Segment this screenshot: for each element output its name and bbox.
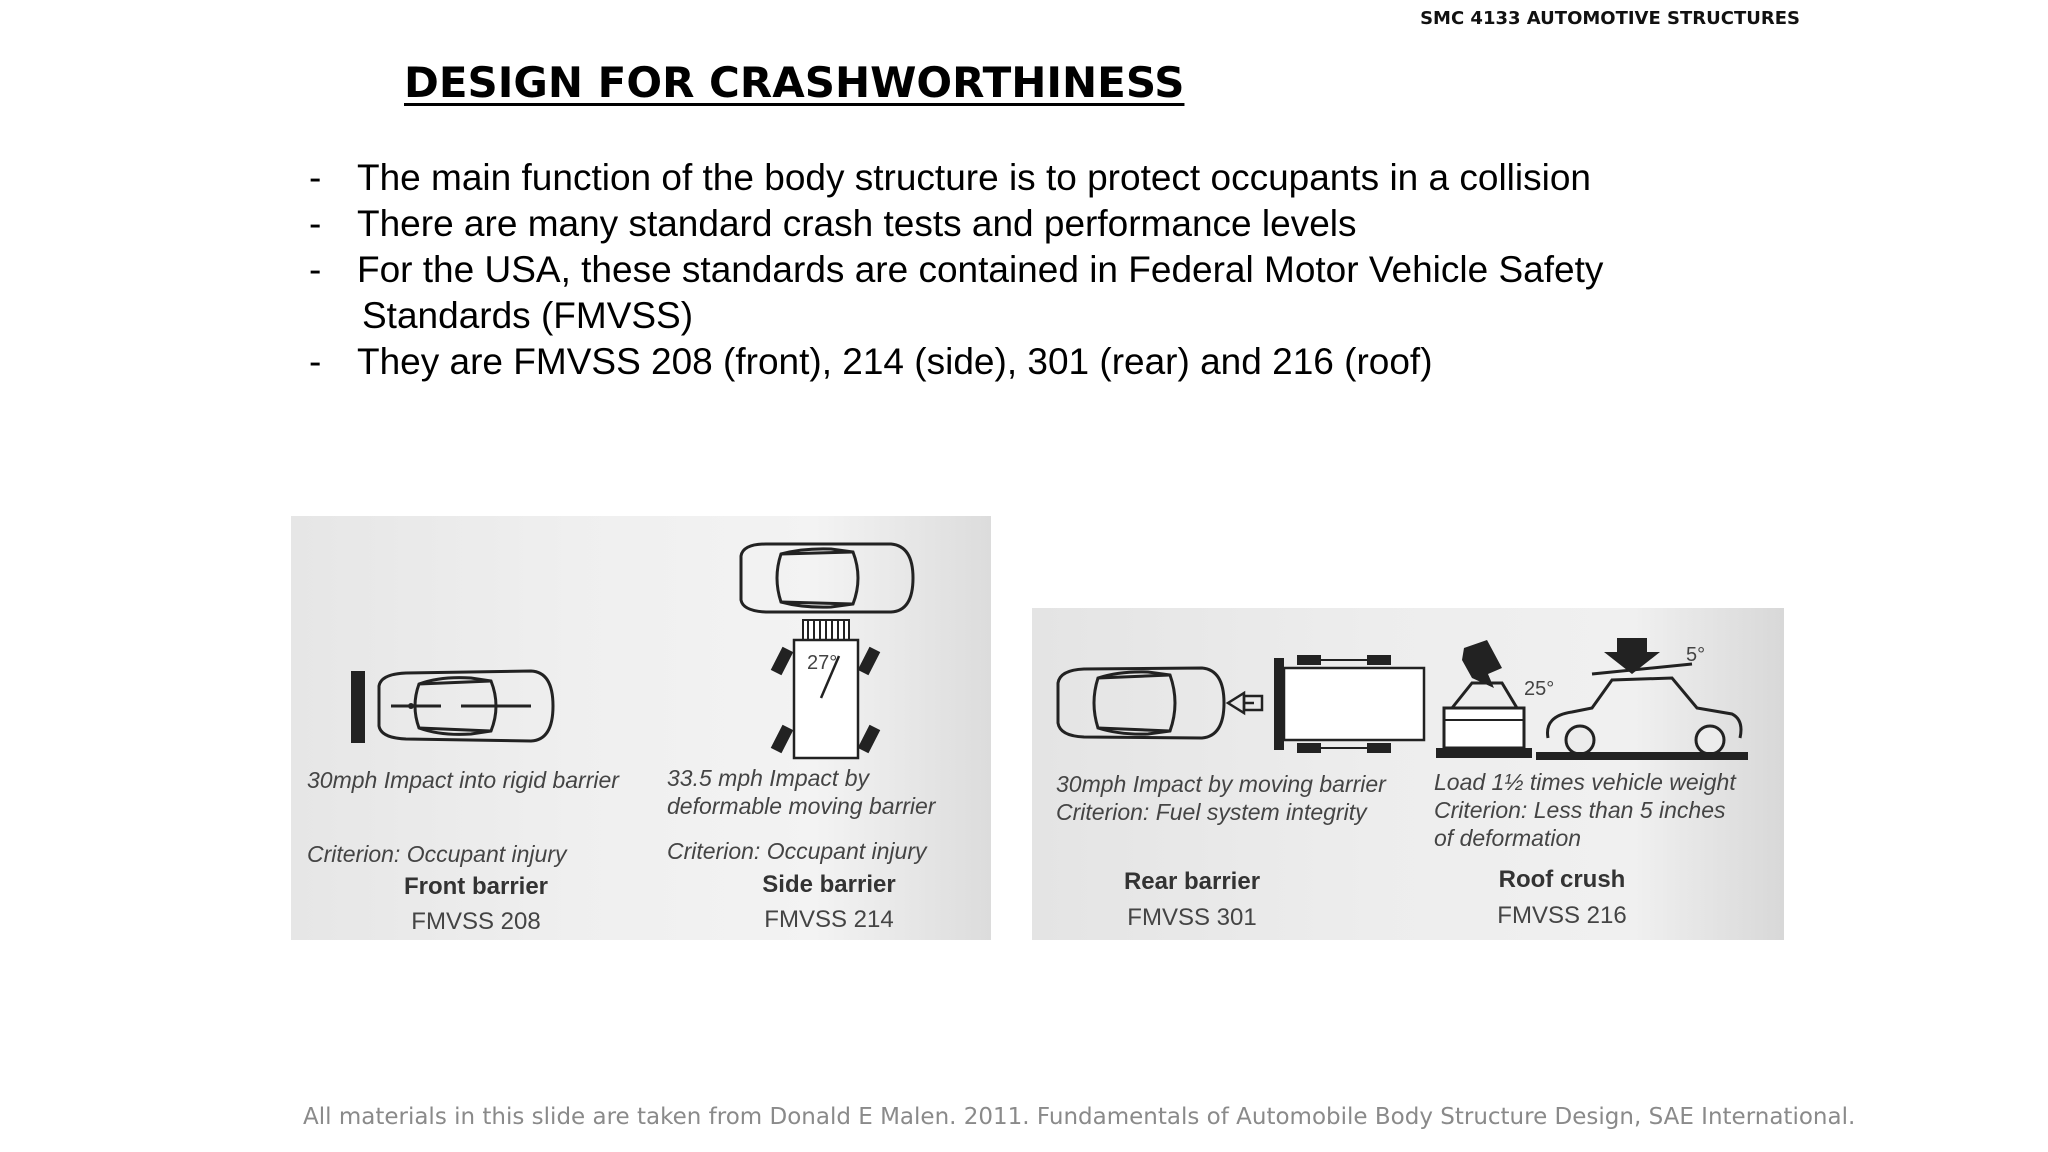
bullet-marker: -: [309, 203, 322, 244]
front-caption-1: 30mph Impact into rigid barrier: [307, 767, 619, 793]
roof-angle-label-1: 25°: [1524, 678, 1555, 700]
bullet-marker: -: [309, 157, 322, 198]
moving-barrier-rear-icon: [1274, 655, 1424, 753]
side-caption-1b: deformable moving barrier: [667, 793, 936, 819]
front-caption-2: Criterion: Occupant injury: [307, 841, 567, 867]
roof-caption-2: Criterion: Less than 5 inches: [1434, 797, 1726, 823]
bullet-continuation: Standards (FMVSS): [362, 295, 694, 336]
bullet-item: [305, 155, 1755, 201]
bullet-text: They are FMVSS 208 (front), 214 (side), 301 (rear) and 216 (roof): [357, 341, 1433, 382]
bullet-text: There are many standard crash tests and performance levels: [357, 203, 1357, 244]
side-standard: FMVSS 214: [764, 906, 894, 933]
bullet-item: [305, 247, 1755, 339]
roof-crush-front-view-icon: [1436, 640, 1532, 758]
car-topview-front-icon: [379, 671, 553, 741]
side-caption-1: 33.5 mph Impact by: [667, 765, 869, 791]
rigid-barrier-icon: [351, 671, 365, 743]
front-standard: FMVSS 208: [411, 908, 541, 935]
roof-angle-label-2: 5°: [1686, 644, 1706, 666]
bullet-marker: -: [309, 249, 322, 290]
rear-caption-2: Criterion: Fuel system integrity: [1056, 799, 1367, 825]
roof-label: Roof crush: [1498, 866, 1626, 893]
rear-standard: FMVSS 301: [1127, 904, 1257, 931]
front-label: Front barrier: [403, 873, 549, 900]
slide-title: DESIGN FOR CRASHWORTHINESS: [404, 58, 1185, 107]
moving-barrier-side-icon: [771, 620, 880, 758]
crash-test-figure-front-side: [291, 516, 991, 940]
crash-test-figure-rear-roof: [1032, 608, 1784, 940]
roof-caption-1: Load 1½ times vehicle weight: [1434, 769, 1736, 795]
car-topview-side-icon: [741, 544, 913, 612]
bullet-list: [305, 155, 1755, 385]
bullet-item: [305, 201, 1755, 247]
roof-crush-side-view-icon: [1536, 638, 1748, 760]
roof-caption-2b: of deformation: [1434, 825, 1582, 851]
side-caption-2: Criterion: Occupant injury: [667, 838, 927, 864]
bullet-item: [305, 339, 1755, 385]
source-footer: All materials in this slide are taken from Donald E Malen. 2011. Fundamentals of Automobile Body Structure Design, SAE International.: [303, 1104, 1856, 1130]
side-label: Side barrier: [762, 871, 896, 898]
rear-caption-1: 30mph Impact by moving barrier: [1056, 771, 1386, 797]
bullet-text: For the USA, these standards are contained in Federal Motor Vehicle Safety: [357, 249, 1604, 290]
course-code: SMC 4133 AUTOMOTIVE STRUCTURES: [1420, 8, 1800, 29]
car-topview-rear-icon: [1058, 668, 1224, 738]
rear-label: Rear barrier: [1123, 868, 1261, 895]
bullet-text: The main function of the body structure is to protect occupants in a collision: [357, 157, 1591, 198]
side-angle-label: 27°: [807, 652, 838, 674]
roof-standard: FMVSS 216: [1497, 902, 1627, 929]
bullet-marker: -: [309, 341, 322, 382]
